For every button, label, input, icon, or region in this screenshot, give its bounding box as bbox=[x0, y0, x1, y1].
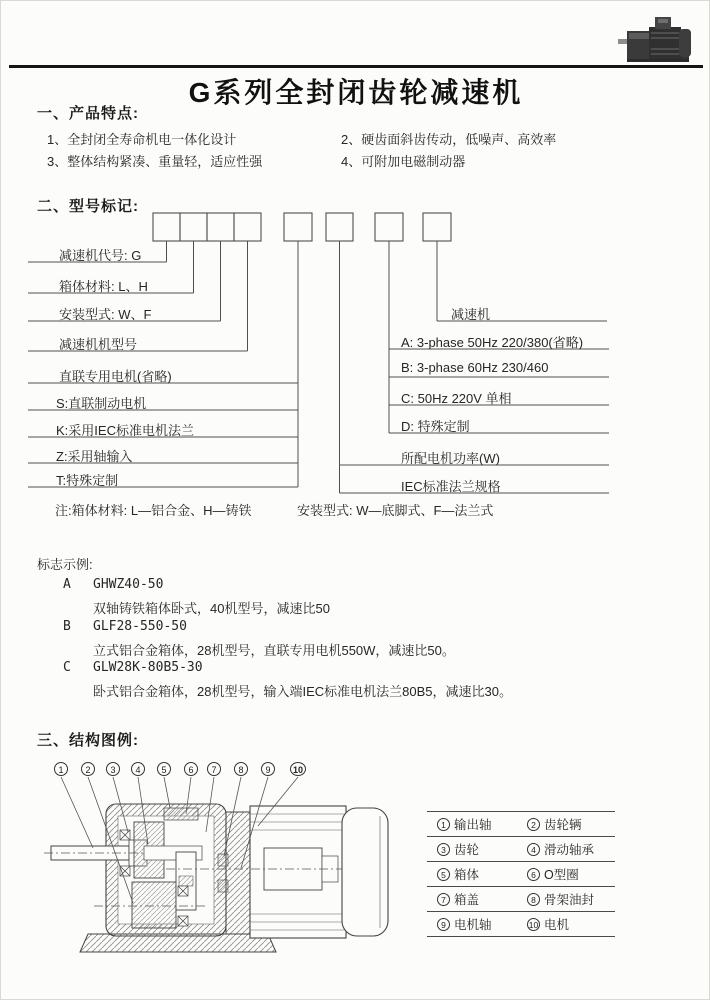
code-label-voltage-b: B: 3-phase 60Hz 230/460 bbox=[401, 360, 549, 375]
parts-row bbox=[427, 811, 615, 837]
part-name: O型圈 bbox=[544, 868, 579, 882]
parts-row bbox=[427, 837, 615, 862]
code-label-brake-motor: S:直联制动电机 bbox=[56, 396, 147, 411]
callout-4: 4 bbox=[131, 762, 145, 776]
callout-10: 10 bbox=[290, 762, 306, 776]
part-name: 电机 bbox=[544, 918, 570, 932]
model-marking-heading: 二、型号标记: bbox=[37, 198, 139, 215]
part-cell bbox=[427, 840, 527, 858]
part-cell bbox=[427, 815, 527, 833]
example-desc: 双轴铸铁箱体卧式，40机型号，减速比50 bbox=[93, 601, 330, 616]
callout-3: 3 bbox=[106, 762, 120, 776]
example-key: A bbox=[63, 577, 71, 592]
part-number: 4 bbox=[527, 843, 540, 856]
parts-row bbox=[427, 887, 615, 912]
example-desc: 卧式铝合金箱体，28机型号，输入端IEC标准电机法兰80B5，减速比30。 bbox=[93, 684, 512, 699]
part-cell bbox=[527, 865, 615, 883]
feature-item: 4、可附加电磁制动器 bbox=[341, 154, 466, 169]
part-cell bbox=[527, 915, 615, 933]
code-label-housing-material: 箱体材料: L、H bbox=[59, 279, 148, 294]
part-name: 输出轴 bbox=[454, 818, 492, 832]
part-number: 5 bbox=[437, 868, 450, 881]
code-label-mounting-type: 安装型式: W、F bbox=[59, 307, 152, 322]
part-number: 2 bbox=[527, 818, 540, 831]
part-cell bbox=[427, 865, 527, 883]
header-rule bbox=[9, 65, 703, 68]
callout-1: 1 bbox=[54, 762, 68, 776]
code-label-special: T:特殊定制 bbox=[56, 473, 119, 488]
code-label-voltage-d: D: 特殊定制 bbox=[401, 419, 470, 434]
feature-item: 2、硬齿面斜齿传动，低噪声、高效率 bbox=[341, 132, 557, 147]
code-label-iec-flange: K:采用IEC标准电机法兰 bbox=[56, 423, 194, 438]
example-key: C bbox=[63, 660, 71, 675]
structure-heading: 三、结构图例: bbox=[37, 732, 139, 749]
part-number: 10 bbox=[528, 920, 539, 930]
example-code: GHWZ40-50 bbox=[93, 577, 164, 592]
example-code: GLW28K-80B5-30 bbox=[93, 660, 203, 675]
feature-item: 3、整体结构紧凑、重量轻，适应性强 bbox=[47, 154, 263, 169]
part-name: 电机轴 bbox=[454, 918, 492, 932]
callout-6: 6 bbox=[184, 762, 198, 776]
part-name: 齿轮 bbox=[454, 843, 480, 857]
part-number: 6 bbox=[527, 868, 540, 881]
code-label-frame-size: 减速机机型号 bbox=[59, 337, 138, 352]
example-desc: 立式铝合金箱体，28机型号，直联专用电机550W，减速比50。 bbox=[93, 643, 455, 658]
parts-row bbox=[427, 862, 615, 887]
callout-7: 7 bbox=[207, 762, 221, 776]
part-cell bbox=[427, 915, 527, 933]
callout-9: 9 bbox=[261, 762, 275, 776]
callout-2: 2 bbox=[81, 762, 95, 776]
feature-item: 1、全封闭全寿命机电一体化设计 bbox=[47, 132, 237, 147]
code-label-motor-power: 所配电机功率(W) bbox=[401, 451, 500, 466]
part-name: 齿轮辆 bbox=[544, 818, 582, 832]
callout-5: 5 bbox=[157, 762, 171, 776]
part-number: 7 bbox=[437, 893, 450, 906]
part-number: 1 bbox=[437, 818, 450, 831]
code-label-voltage-c: C: 50Hz 220V 单相 bbox=[401, 391, 512, 406]
code-label-ratio: 减速机 bbox=[451, 307, 491, 322]
part-cell bbox=[427, 890, 527, 908]
part-number: 8 bbox=[527, 893, 540, 906]
example-key: B bbox=[63, 619, 71, 634]
page-title: G系列全封闭齿轮减速机 bbox=[188, 77, 524, 108]
features-heading: 一、产品特点: bbox=[37, 105, 139, 122]
part-number: 9 bbox=[437, 918, 450, 931]
callout-8: 8 bbox=[234, 762, 248, 776]
parts-table bbox=[427, 811, 615, 937]
part-name: 箱盖 bbox=[454, 893, 480, 907]
part-name: 滑动轴承 bbox=[544, 843, 595, 857]
part-number: 3 bbox=[437, 843, 450, 856]
part-name: 箱体 bbox=[454, 868, 480, 882]
code-label-iec-flange-size: IEC标准法兰规格 bbox=[401, 479, 501, 494]
parts-row bbox=[427, 912, 615, 937]
part-cell bbox=[527, 890, 615, 908]
code-label-shaft-input: Z:采用轴输入 bbox=[56, 449, 133, 464]
model-note-material: 注:箱体材料: L—铝合金、H—铸铁 bbox=[55, 503, 252, 518]
examples-heading: 标志示例: bbox=[37, 557, 93, 572]
part-name: 骨架油封 bbox=[544, 893, 595, 907]
part-cell bbox=[527, 840, 615, 858]
model-note-mounting: 安装型式: W—底脚式、F—法兰式 bbox=[297, 503, 494, 518]
code-label-direct-motor: 直联专用电机(省略) bbox=[59, 369, 172, 384]
product-photo bbox=[617, 13, 701, 65]
example-code: GLF28-550-50 bbox=[93, 619, 187, 634]
code-label-voltage-a: A: 3-phase 50Hz 220/380(省略) bbox=[401, 335, 584, 350]
cross-section-drawing bbox=[36, 756, 391, 961]
code-label-reducer-symbol: 减速机代号: G bbox=[59, 248, 142, 263]
part-cell bbox=[527, 815, 615, 833]
